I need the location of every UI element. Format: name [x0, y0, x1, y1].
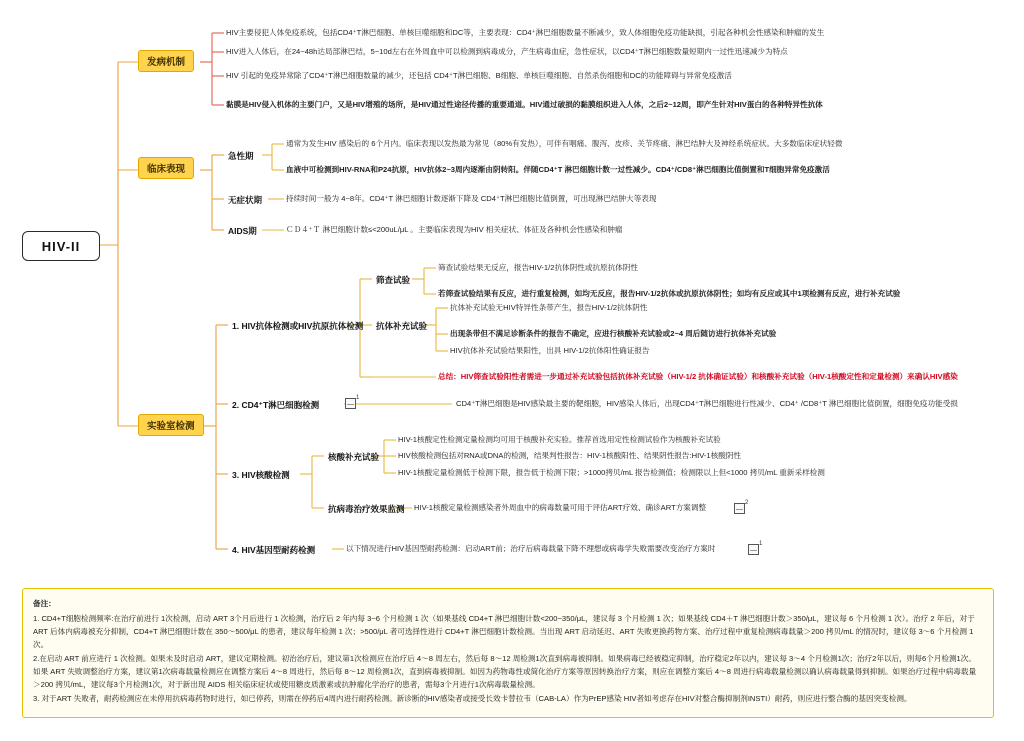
image-marker-icon-3	[748, 544, 759, 555]
note-line-3: 3. 对于ART 失败者，耐药检测应在未停用抗病毒药物时进行，如已停药，则需在停药后4周内进行耐药检测。新诊断的HIV感染者或接受长效卡替拉韦（CAB-LA）作为PrEP感染 HIV者如考虑存在HIV对整合酶抑制剂INSTI）耐药，则应进行整合酶的基因突变检测。	[33, 694, 912, 703]
cd4-item-0: CD4⁺T淋巴细胞是HIV感染最主要的靶细胞，HIV感染人体后，出现CD4⁺T淋巴细胞进行性减少、CD4⁺ /CD8⁺T 淋巴细胞比值倒置，细胞免疫功能受损	[456, 399, 958, 408]
note-line-2: 2.在启动 ART 前应进行 1 次检测。如果未及时启动 ART，建议定期检测。初治治疗后，建议第1次检测应在治疗后 4～8 周左右，然后每 8～12 周检测1次直到病毒被抑制。如果病毒已经被稳定抑制，治疗稳定2年以内，建议每 3～4 个月检测1次；治疗2年以后，则每6个月检测1次。如果 ART 失败调整治疗方案，建议第1次病毒载量检测应在调整方案后 4～8 周进行，然后每 8～12 周检测1次，直到病毒被抑制。如因为药物毒性或简化治疗方案等原因转换治疗方案，则应在调整方案后 4～8 周进行病毒载量检测以确认病毒载量得到抑制。如果治疗过程中病毒载量＞200 拷贝/mL，建议每3个月检测1次，对于新出现 AIDS 相关临床症状或使用糖皮质激素或抗肿瘤化学治疗的患者，需每3个月进行1次病毒载量检测。	[33, 654, 977, 689]
clinical-sub-aids-label: AIDS期	[228, 226, 257, 236]
lab-sub-genotype-resistance[interactable]	[230, 543, 317, 557]
note-line-1: 1. CD4+T细胞检测频率:在治疗前进行 1次检测，启动 ART 3个月后进行 1 次检测，治疗后 2 年内每 3~6 个月检测 1 次（如果基线 CD4+T 淋巴细胞计数<200~350/μL，建议每 3 个月检测 1 次；如果基线 CD4＋T 淋巴细胞计数＞350/μL，建议每 6 个月检测 1 次）。治疗 2 年后，对于 ART 后体内病毒被充分抑制，CD4+T 淋巴细胞计数在 350～500/μL 的患者，建议每年检测 1 次；>500/μL 者可选择性进行 CD4+T 淋巴细胞计数检测。当出现 ART 启动延迟、ART 失败更换药物方案、治疗过程中重复检测病毒载量＞200 拷贝/mL 的情况时，建议每 3～6 个月检测 1 次。	[33, 614, 975, 649]
lab-sub-nucleic-acid-label: 3. HIV核酸检测	[232, 470, 290, 480]
branch-clinical-label: 临床表现	[147, 164, 186, 175]
branch-lab-label: 实验室检测	[147, 421, 195, 432]
branch-clinical[interactable]	[138, 157, 194, 179]
image-marker-icon-1	[345, 398, 356, 409]
lab-sub-antibody-detection-label: 1. HIV抗体检测或HIV抗原抗体检测	[232, 321, 364, 331]
lab-group-na-supplementary[interactable]	[326, 450, 381, 464]
branch-pathogenesis[interactable]	[138, 50, 194, 72]
genotype-item-0: 以下情况进行HIV基因型耐药检测：启动ART前；治疗后病毒载量下降不理想或病毒学失败需要改变治疗方案时	[346, 544, 716, 553]
lab-group-art-monitoring[interactable]	[326, 502, 407, 516]
clinical-sub-aids[interactable]	[226, 224, 259, 238]
pathogenesis-item-3: 黏膜是HIV侵入机体的主要门户，又是HIV增殖的场所，是HIV通过性途径传播的重要通道。HIV通过破损的黏膜组织进入人体，之后2~12周，即产生针对HIV蛋白的各种特异性抗体	[226, 100, 823, 109]
na-supp-item-0: HIV-1核酸定性检测定量检测均可用于核酸补充实验。推荐首选用定性检测试验作为核酸补充试验	[398, 435, 721, 444]
pathogenesis-item-0: HIV主要侵犯人体免疫系统，包括CD4⁺T淋巴细胞、单核巨噬细胞和DC等，主要表现：CD4⁺淋巴细胞数量不断减少，致人体细胞免疫功能缺损，引起各种机会性感染和肿瘤的发生	[226, 28, 825, 37]
image-marker-icon-2	[734, 503, 745, 514]
lab-group-antibody-supplementary[interactable]	[374, 319, 429, 333]
na-supp-item-2: HIV-1核酸定量检测低于检测下限，报告低于检测下限；>1000拷贝/mL 报告检测值；检测限以上但<1000 拷贝/mL 重新采样检测	[398, 468, 825, 477]
clinical-sub-acute[interactable]	[226, 149, 256, 163]
art-monitor-item-0: HIV-1核酸定量检测感染者外周血中的病毒数量可用于评估ART疗效、确诊ART方案调整	[414, 503, 707, 512]
screening-item-0: 筛查试验结果无反应，报告HIV-1/2抗体阴性或抗原抗体阴性	[438, 263, 638, 272]
pathogenesis-item-2: HIV 引起的免疫异常除了CD4⁺T淋巴细胞数量的减少，还包括 CD4⁺T淋巴细胞、B细胞、单核巨噬细胞、自然杀伤细胞和DC的功能障碍与异常免疫激活	[226, 71, 732, 80]
notes-panel	[22, 588, 994, 718]
clinical-acute-item-0: 通常为发生HIV 感染后的 6个月内。临床表现以发热最为常见（80%有发热），可伴有咽痛、腹泻、皮疹、关节疼痛、淋巴结肿大及神经系统症状。大多数临床症状轻微	[286, 139, 843, 148]
lab-group-art-monitoring-label: 抗病毒治疗效果监测	[328, 504, 405, 514]
lab-group-na-supplementary-label: 核酸补充试验	[328, 452, 380, 462]
lab-group-screening[interactable]	[374, 273, 412, 287]
clinical-acute-item-1: 血液中可检测到HIV-RNA和P24抗原，HIV抗体2~3周内逐渐由阴转阳。伴随CD4⁺T 淋巴细胞计数一过性减少。CD4⁺/CD8⁺淋巴细胞比值倒置和T细胞异常免疫激活	[286, 165, 830, 174]
branch-pathogenesis-label: 发病机制	[147, 57, 186, 68]
lab-group-screening-label: 筛查试验	[376, 275, 411, 285]
ab-supp-item-0: 抗体补充试验无HIV特异性条带产生，报告HIV-1/2抗体阴性	[450, 303, 648, 312]
image-marker-sup-2: 2	[745, 500, 749, 506]
na-supp-item-1: HIV核酸检测包括对RNA或DNA的检测，结果判性报告：HIV-1核酸阳性、结果阴性报告:HIV-1核酸阴性	[398, 451, 742, 460]
lab-sub-genotype-resistance-label: 4. HIV基因型耐药检测	[232, 545, 316, 555]
lab-sub-nucleic-acid[interactable]	[230, 468, 292, 482]
notes-title: 备注：	[33, 599, 56, 608]
lab-sub-antibody-detection[interactable]	[230, 319, 365, 333]
screening-item-1: 若筛查试验结果有反应，进行重复检测，如均无反应，报告HIV-1/2抗体或抗原抗体阴性；如均有反应或其中1项检测有反应，进行补充试验	[438, 289, 901, 298]
lab-group-antibody-supplementary-label: 抗体补充试验	[376, 321, 428, 331]
clinical-asymptomatic-item-0: 持续时间一般为 4~8年。CD4⁺T 淋巴细胞计数逐渐下降及 CD4⁺T淋巴细胞比值倒置，可出现淋巴结肿大等表现	[286, 194, 657, 203]
clinical-sub-asymptomatic-label: 无症状期	[228, 195, 263, 205]
lab-sub-cd4-detection-label: 2. CD4⁺T淋巴细胞检测	[232, 400, 320, 410]
root-node[interactable]	[22, 231, 100, 261]
antibody-detection-summary: 总结：HIV筛查试验阳性者需进一步通过补充试验包括抗体补充试验（HIV-1/2 抗体确证试验）和核酸补充试验（HIV-1核酸定性和定量检测）来确认HIV感染	[438, 372, 958, 381]
image-marker-sup-3: 1	[759, 541, 763, 547]
clinical-sub-acute-label: 急性期	[228, 151, 254, 161]
image-marker-sup-1: 1	[356, 395, 360, 401]
lab-sub-cd4-detection[interactable]	[230, 398, 321, 412]
root-label: HIV-II	[41, 238, 81, 254]
ab-supp-item-1: 出现条带但不满足诊断条件的报告不确定，应进行核酸补充试验或2~4 周后随访进行抗体补充试验	[450, 329, 777, 338]
clinical-sub-asymptomatic[interactable]	[226, 193, 264, 207]
pathogenesis-item-1: HIV进入人体后，在24~48h达局部淋巴结，5~10d左右在外周血中可以检测到病毒成分，产生病毒血症，急性症状，以CD4⁺T淋巴细胞数量短期内一过性迅速减少为特点	[226, 47, 788, 56]
clinical-aids-item-0: ＣＤ４⁺Ｔ 淋巴细胞计数≤<200uL/μL 。主要临床表现为HIV 相关症状、体征及各种机会性感染和肿瘤	[286, 225, 623, 234]
branch-lab[interactable]	[138, 414, 204, 436]
ab-supp-item-2: HIV抗体补充试验结果阳性，出具 HIV-1/2抗体阳性确证报告	[450, 346, 650, 355]
